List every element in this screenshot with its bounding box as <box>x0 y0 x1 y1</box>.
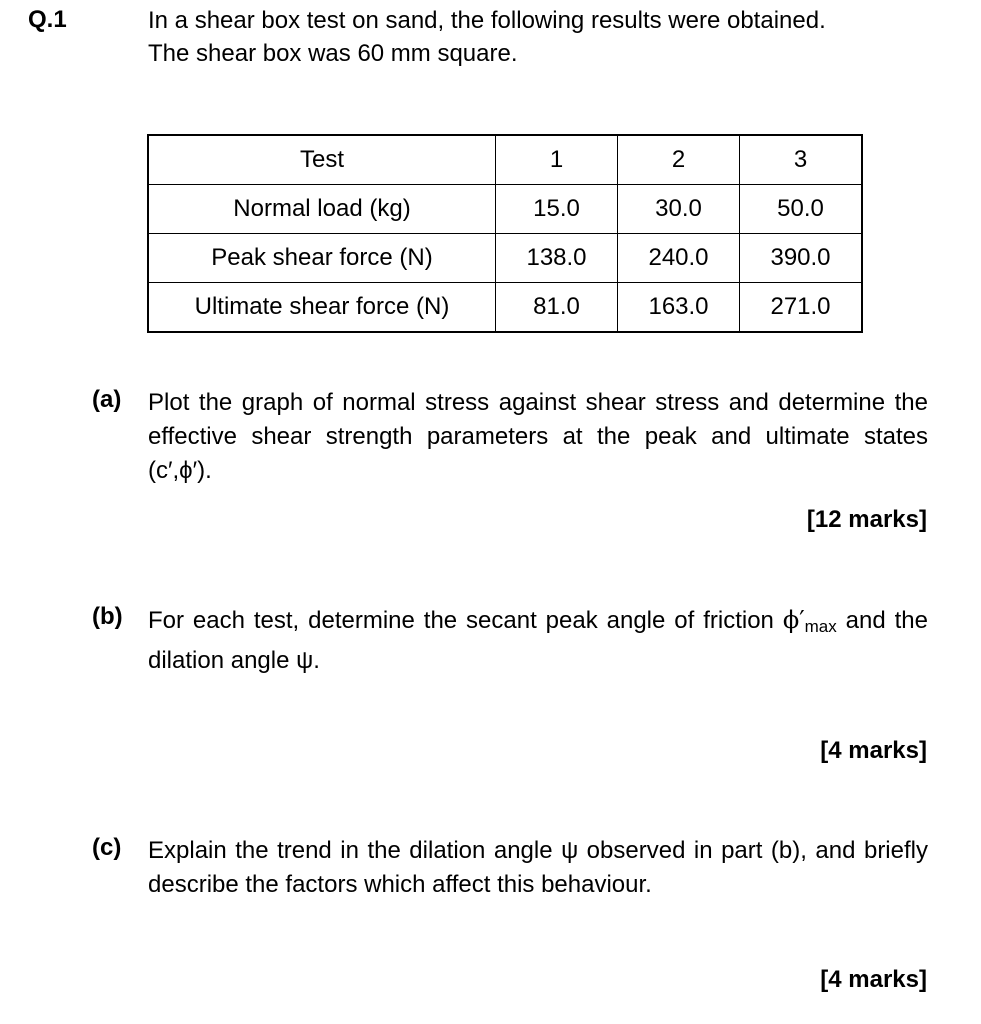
table-cell: 138.0 <box>496 234 618 283</box>
part-a-tag: (a) <box>92 386 122 413</box>
part-b-text-pre: For each test, determine the secant peak angle of friction <box>148 607 783 634</box>
question-intro <box>148 4 928 70</box>
part-b <box>92 603 928 678</box>
part-b-tag: (b) <box>92 603 123 630</box>
table-cell: 390.0 <box>740 234 863 283</box>
part-a-marks: [12 marks] <box>806 506 927 533</box>
table-cell: 271.0 <box>740 283 863 333</box>
table-header-cell: Test <box>148 135 496 185</box>
phi-symbol: ϕ′ <box>782 606 805 634</box>
table-cell: 163.0 <box>618 283 740 333</box>
table-cell: 50.0 <box>740 185 863 234</box>
part-b-text-post: and the dilation angle ψ. <box>148 607 929 674</box>
part-a-text: Plot the graph of normal stress against shear stress and determine the effective shear strength parameters at the peak and ultimate states (c′,ϕ′). <box>148 389 928 484</box>
question-number: Q.1 <box>28 6 67 33</box>
table-row <box>148 185 862 234</box>
intro-line-2: The shear box was 60 mm square. <box>148 40 518 67</box>
table-cell: 81.0 <box>496 283 618 333</box>
part-a <box>92 386 928 488</box>
table-header-cell: 3 <box>740 135 863 185</box>
part-b-marks: [4 marks] <box>820 737 927 764</box>
intro-line-1: In a shear box test on sand, the following results were obtained. <box>148 7 826 34</box>
table-header-cell: 2 <box>618 135 740 185</box>
part-c-text: Explain the trend in the dilation angle ψ observed in part (b), and briefly describe the factors which affect this behaviour. <box>148 837 928 898</box>
table-cell: 240.0 <box>618 234 740 283</box>
table-header-row <box>148 135 862 185</box>
part-c-tag: (c) <box>92 834 122 861</box>
table-row <box>148 234 862 283</box>
table-cell: Peak shear force (N) <box>148 234 496 283</box>
part-c-marks: [4 marks] <box>820 966 927 993</box>
max-subscript: max <box>804 617 837 636</box>
table-cell: Ultimate shear force (N) <box>148 283 496 333</box>
table-cell: Normal load (kg) <box>148 185 496 234</box>
part-b-text <box>148 603 928 678</box>
table-cell: 15.0 <box>496 185 618 234</box>
table-header-cell: 1 <box>496 135 618 185</box>
results-table <box>147 134 863 333</box>
table-row <box>148 283 862 333</box>
part-c <box>92 834 928 902</box>
table-cell: 30.0 <box>618 185 740 234</box>
